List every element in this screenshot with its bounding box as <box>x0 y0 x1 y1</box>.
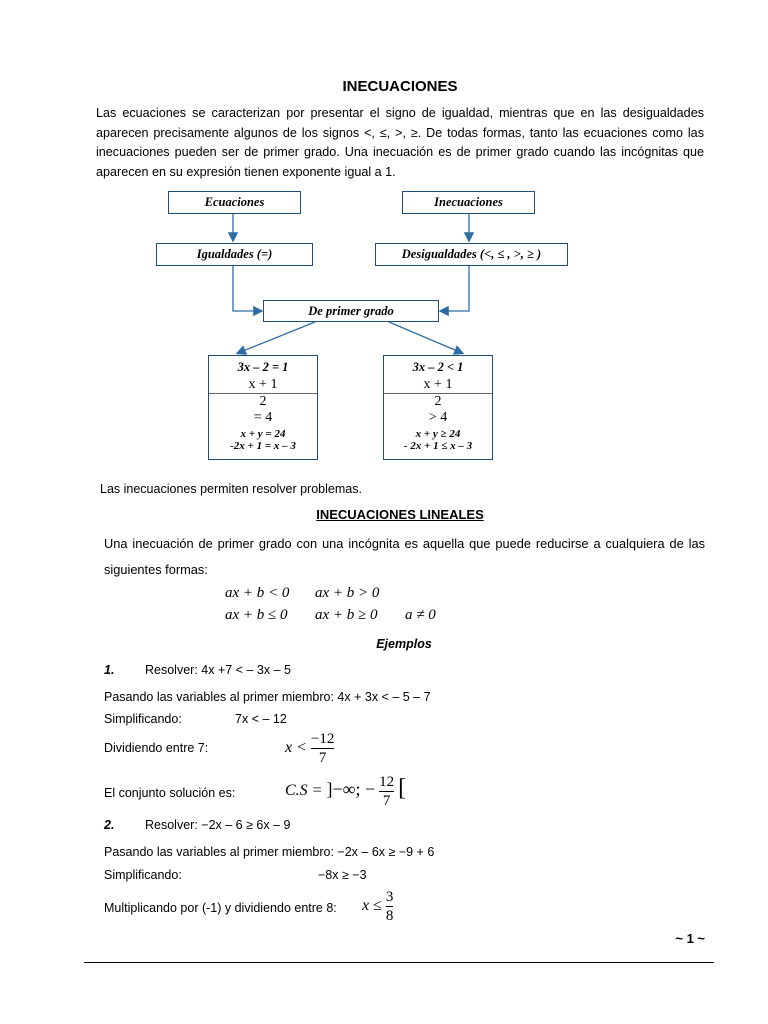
ex2-simplificando-value: −8x ≥ −3 <box>318 868 367 882</box>
form-3: ax + b ≤ 0 <box>225 607 288 623</box>
ex1-number: 1. <box>104 663 115 677</box>
box-primer-grado: De primer grado <box>263 300 439 322</box>
right-frac-rel: > 4 <box>428 410 448 425</box>
box-desigualdades: Desigualdades (<, ≤ , >, ≥ ) <box>375 243 568 266</box>
ex1-cs-math <box>285 774 406 809</box>
ex2-result-math <box>362 889 393 924</box>
ex1-div-fraction <box>311 731 334 766</box>
form-4: ax + b ≥ 0 <box>315 607 378 623</box>
ex2-res-fraction <box>386 889 394 924</box>
left-eq4: -2x + 1 = x – 3 <box>230 440 296 452</box>
box-inecuaciones: Inecuaciones <box>402 191 535 214</box>
ex1-dividiendo-math <box>285 731 334 766</box>
ex1-cs-mid: ]−∞; − <box>326 779 376 800</box>
ex1-conjunto-label: El conjunto solución es: <box>104 786 236 800</box>
ex2-resolver: Resolver: −2x – 6 ≥ 6x – 9 <box>145 818 291 832</box>
ex1-cs-num: 12 <box>379 774 395 790</box>
ex1-div-lhs: x < <box>285 739 307 757</box>
right-fraction <box>384 377 492 410</box>
box-ejemplo-inecuaciones <box>383 355 493 460</box>
ex2-res-den: 8 <box>385 908 394 924</box>
left-eq1: 3x – 2 = 1 <box>237 360 289 374</box>
left-frac-rel: = 4 <box>253 410 273 425</box>
ex2-pasando: Pasando las variables al primer miembro: −2x – 6x ≥ −9 + 6 <box>104 845 435 859</box>
ex1-simplificando-value: 7x < – 12 <box>235 712 287 726</box>
right-frac-den: 2 <box>434 394 442 409</box>
left-frac-num: x + 1 <box>248 377 278 392</box>
ex1-dividiendo-label: Dividiendo entre 7: <box>104 741 209 755</box>
ex1-div-den: 7 <box>318 750 327 766</box>
ex1-div-num: −12 <box>310 731 335 747</box>
right-eq3: x + y ≥ 24 <box>415 428 461 440</box>
ex1-cs-end: [ <box>398 775 407 802</box>
form-1: ax + b < 0 <box>225 585 290 601</box>
ex1-resolver: Resolver: 4x +7 < – 3x – 5 <box>145 663 291 677</box>
right-eq1: 3x – 2 < 1 <box>412 360 464 374</box>
box-ejemplo-ecuaciones <box>208 355 318 460</box>
footer-rule <box>84 962 714 963</box>
left-fraction <box>209 377 317 410</box>
intro-paragraph: Las ecuaciones se caracterizan por presentar el signo de igualdad, mientras que en las desigualdades aparecen precisamente algunos de los signos <, ≤, >, ≥. De todas formas, tanto las ecuaciones como las inecuaciones pueden ser de primer grado. Una inecuación es de primer grado cuando las incógnitas que aparecen en su expresión tienen exponente igual a 1. <box>96 106 704 179</box>
section-paragraph: Una inecuación de primer grado con una incógnita es aquella que puede reducirse a cualquiera de las siguientes formas: <box>104 536 705 577</box>
examples-title: Ejemplos <box>376 637 432 651</box>
ex2-res-lhs: x ≤ <box>362 897 382 915</box>
ex2-mult-label: Multiplicando por (-1) y dividiendo entre 8: <box>104 901 337 915</box>
ex2-number: 2. <box>104 818 115 832</box>
right-frac-num: x + 1 <box>423 377 453 392</box>
ex2-res-num: 3 <box>385 889 394 905</box>
ex1-cs-den: 7 <box>382 793 391 809</box>
ex1-pasando: Pasando las variables al primer miembro: 4x + 3x < – 5 – 7 <box>104 690 431 704</box>
ex1-simplificando-label: Simplificando: <box>104 712 182 726</box>
left-frac-den: 2 <box>259 394 267 409</box>
box-igualdades: Igualdades (=) <box>156 243 313 266</box>
right-eq4: - 2x + 1 ≤ x – 3 <box>403 440 473 452</box>
page-number: ~ 1 ~ <box>675 931 705 946</box>
page-title: INECUACIONES <box>342 78 458 95</box>
ex2-simplificando-label: Simplificando: <box>104 868 182 882</box>
left-eq3: x + y = 24 <box>240 428 286 440</box>
ex1-cs-fraction <box>379 774 394 809</box>
form-2: ax + b > 0 <box>315 585 380 601</box>
section-title: INECUACIONES LINEALES <box>316 507 484 522</box>
diagram-caption: Las inecuaciones permiten resolver problemas. <box>100 482 362 496</box>
form-5: a ≠ 0 <box>405 607 436 623</box>
ex1-cs-lhs: C.S = <box>285 782 323 800</box>
box-ecuaciones: Ecuaciones <box>168 191 301 214</box>
